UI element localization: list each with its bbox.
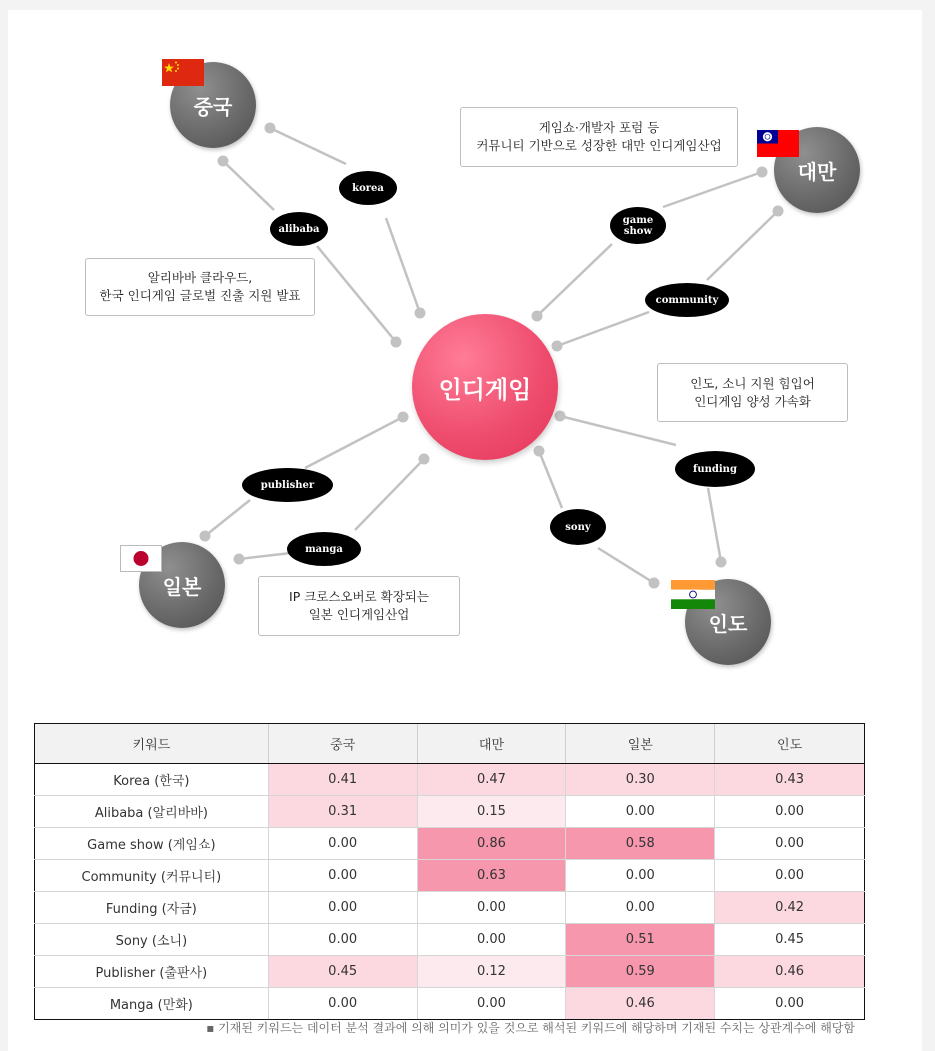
header-taiwan: 대만	[417, 724, 566, 764]
table-header-row	[35, 724, 865, 764]
country-label-japan: 일본	[162, 574, 202, 599]
keyword-oval-game-show	[610, 207, 666, 244]
note-india-line-1: 인도, 소니 지원 힘입어	[690, 375, 815, 391]
value-cell: 0.63	[417, 860, 566, 892]
note-taiwan-line-2: 커뮤니티 기반으로 성장한 대만 인디게임산업	[476, 138, 722, 153]
note-india-line-2: 인디게임 양성 가속화	[694, 393, 811, 409]
table-row	[35, 924, 865, 956]
note-japan-line-1: IP 크로스오버로 확장되는	[289, 589, 429, 604]
value-cell: 0.46	[715, 956, 865, 988]
note-india	[657, 363, 848, 422]
note-china	[85, 258, 315, 316]
value-cell: 0.00	[417, 924, 566, 956]
value-cell: 0.00	[715, 828, 865, 860]
value-cell: 0.58	[566, 828, 715, 860]
note-taiwan-line-1: 게임쇼·개발자 포럼 등	[538, 120, 660, 135]
country-label-india: 인도	[708, 611, 748, 636]
table-row	[35, 988, 865, 1020]
value-cell: 0.47	[417, 764, 566, 796]
header-keyword: 키워드	[35, 724, 269, 764]
value-cell: 0.31	[268, 796, 417, 828]
keyword-cell: Community (커뮤니티)	[35, 860, 269, 892]
table-row	[35, 796, 865, 828]
hub-node-indie-game	[412, 314, 558, 460]
value-cell: 0.00	[566, 860, 715, 892]
keyword-cell: Korea (한국)	[35, 764, 269, 796]
value-cell: 0.43	[715, 764, 865, 796]
keyword-cell: Sony (소니)	[35, 924, 269, 956]
keyword-oval-community	[645, 283, 729, 317]
keyword-label-manga: manga	[305, 543, 343, 555]
table-row	[35, 956, 865, 988]
value-cell: 0.45	[268, 956, 417, 988]
country-label-china: 중국	[193, 94, 233, 119]
value-cell: 0.00	[417, 988, 566, 1020]
table-row	[35, 892, 865, 924]
note-china-line-1: 알리바바 클라우드,	[147, 270, 253, 285]
keyword-label-publisher: publisher	[260, 479, 315, 491]
keyword-cell: Publisher (출판사)	[35, 956, 269, 988]
table-row	[35, 828, 865, 860]
keyword-oval-manga	[287, 532, 361, 566]
keyword-cell: Game show (게임쇼)	[35, 828, 269, 860]
keyword-oval-sony	[550, 509, 606, 545]
value-cell: 0.00	[715, 796, 865, 828]
note-japan	[258, 576, 460, 636]
keyword-label-funding: funding	[693, 463, 737, 475]
value-cell: 0.00	[715, 988, 865, 1020]
value-cell: 0.00	[268, 860, 417, 892]
country-label-taiwan: 대만	[797, 159, 837, 184]
value-cell: 0.00	[566, 796, 715, 828]
header-japan: 일본	[566, 724, 715, 764]
keyword-label-alibaba: alibaba	[278, 223, 320, 235]
value-cell: 0.00	[268, 828, 417, 860]
value-cell: 0.15	[417, 796, 566, 828]
keyword-label-korea: korea	[352, 182, 384, 194]
keyword-label-sony: sony	[565, 521, 591, 533]
value-cell: 0.00	[268, 988, 417, 1020]
value-cell: 0.51	[566, 924, 715, 956]
taiwan-flag-icon	[757, 130, 799, 157]
china-flag-icon	[162, 59, 204, 86]
value-cell: 0.45	[715, 924, 865, 956]
value-cell: 0.00	[715, 860, 865, 892]
keyword-oval-korea	[339, 171, 397, 205]
value-cell: 0.46	[566, 988, 715, 1020]
value-cell: 0.00	[566, 892, 715, 924]
header-china: 중국	[268, 724, 417, 764]
keyword-oval-funding	[675, 451, 755, 487]
keyword-oval-publisher	[242, 468, 333, 502]
value-cell: 0.59	[566, 956, 715, 988]
keyword-cell: Manga (만화)	[35, 988, 269, 1020]
value-cell: 0.86	[417, 828, 566, 860]
value-cell: 0.00	[268, 924, 417, 956]
correlation-table	[34, 723, 865, 1020]
keyword-label-game-show: game show	[622, 214, 654, 237]
keyword-cell: Funding (자금)	[35, 892, 269, 924]
footnote: ▪ 기재된 키워드는 데이터 분석 결과에 의해 의미가 있을 것으로 해석된 키워드에 해당하며 기재된 수치는 상관계수에 해당함	[206, 1021, 855, 1035]
value-cell: 0.00	[268, 892, 417, 924]
value-cell: 0.00	[417, 892, 566, 924]
value-cell: 0.42	[715, 892, 865, 924]
value-cell: 0.30	[566, 764, 715, 796]
note-japan-line-2: 일본 인디게임산업	[308, 607, 410, 622]
japan-flag-icon	[120, 545, 162, 572]
value-cell: 0.12	[417, 956, 566, 988]
table-row	[35, 860, 865, 892]
keyword-cell: Alibaba (알리바바)	[35, 796, 269, 828]
hub-label: 인디게임	[438, 375, 532, 404]
note-taiwan	[460, 107, 738, 167]
note-china-line-2: 한국 인디게임 글로벌 진출 지원 발표	[99, 288, 301, 303]
india-flag-icon	[671, 580, 715, 609]
keyword-oval-alibaba	[270, 212, 328, 246]
header-india: 인도	[715, 724, 865, 764]
keyword-label-community: community	[655, 294, 719, 306]
table-row	[35, 764, 865, 796]
value-cell: 0.41	[268, 764, 417, 796]
